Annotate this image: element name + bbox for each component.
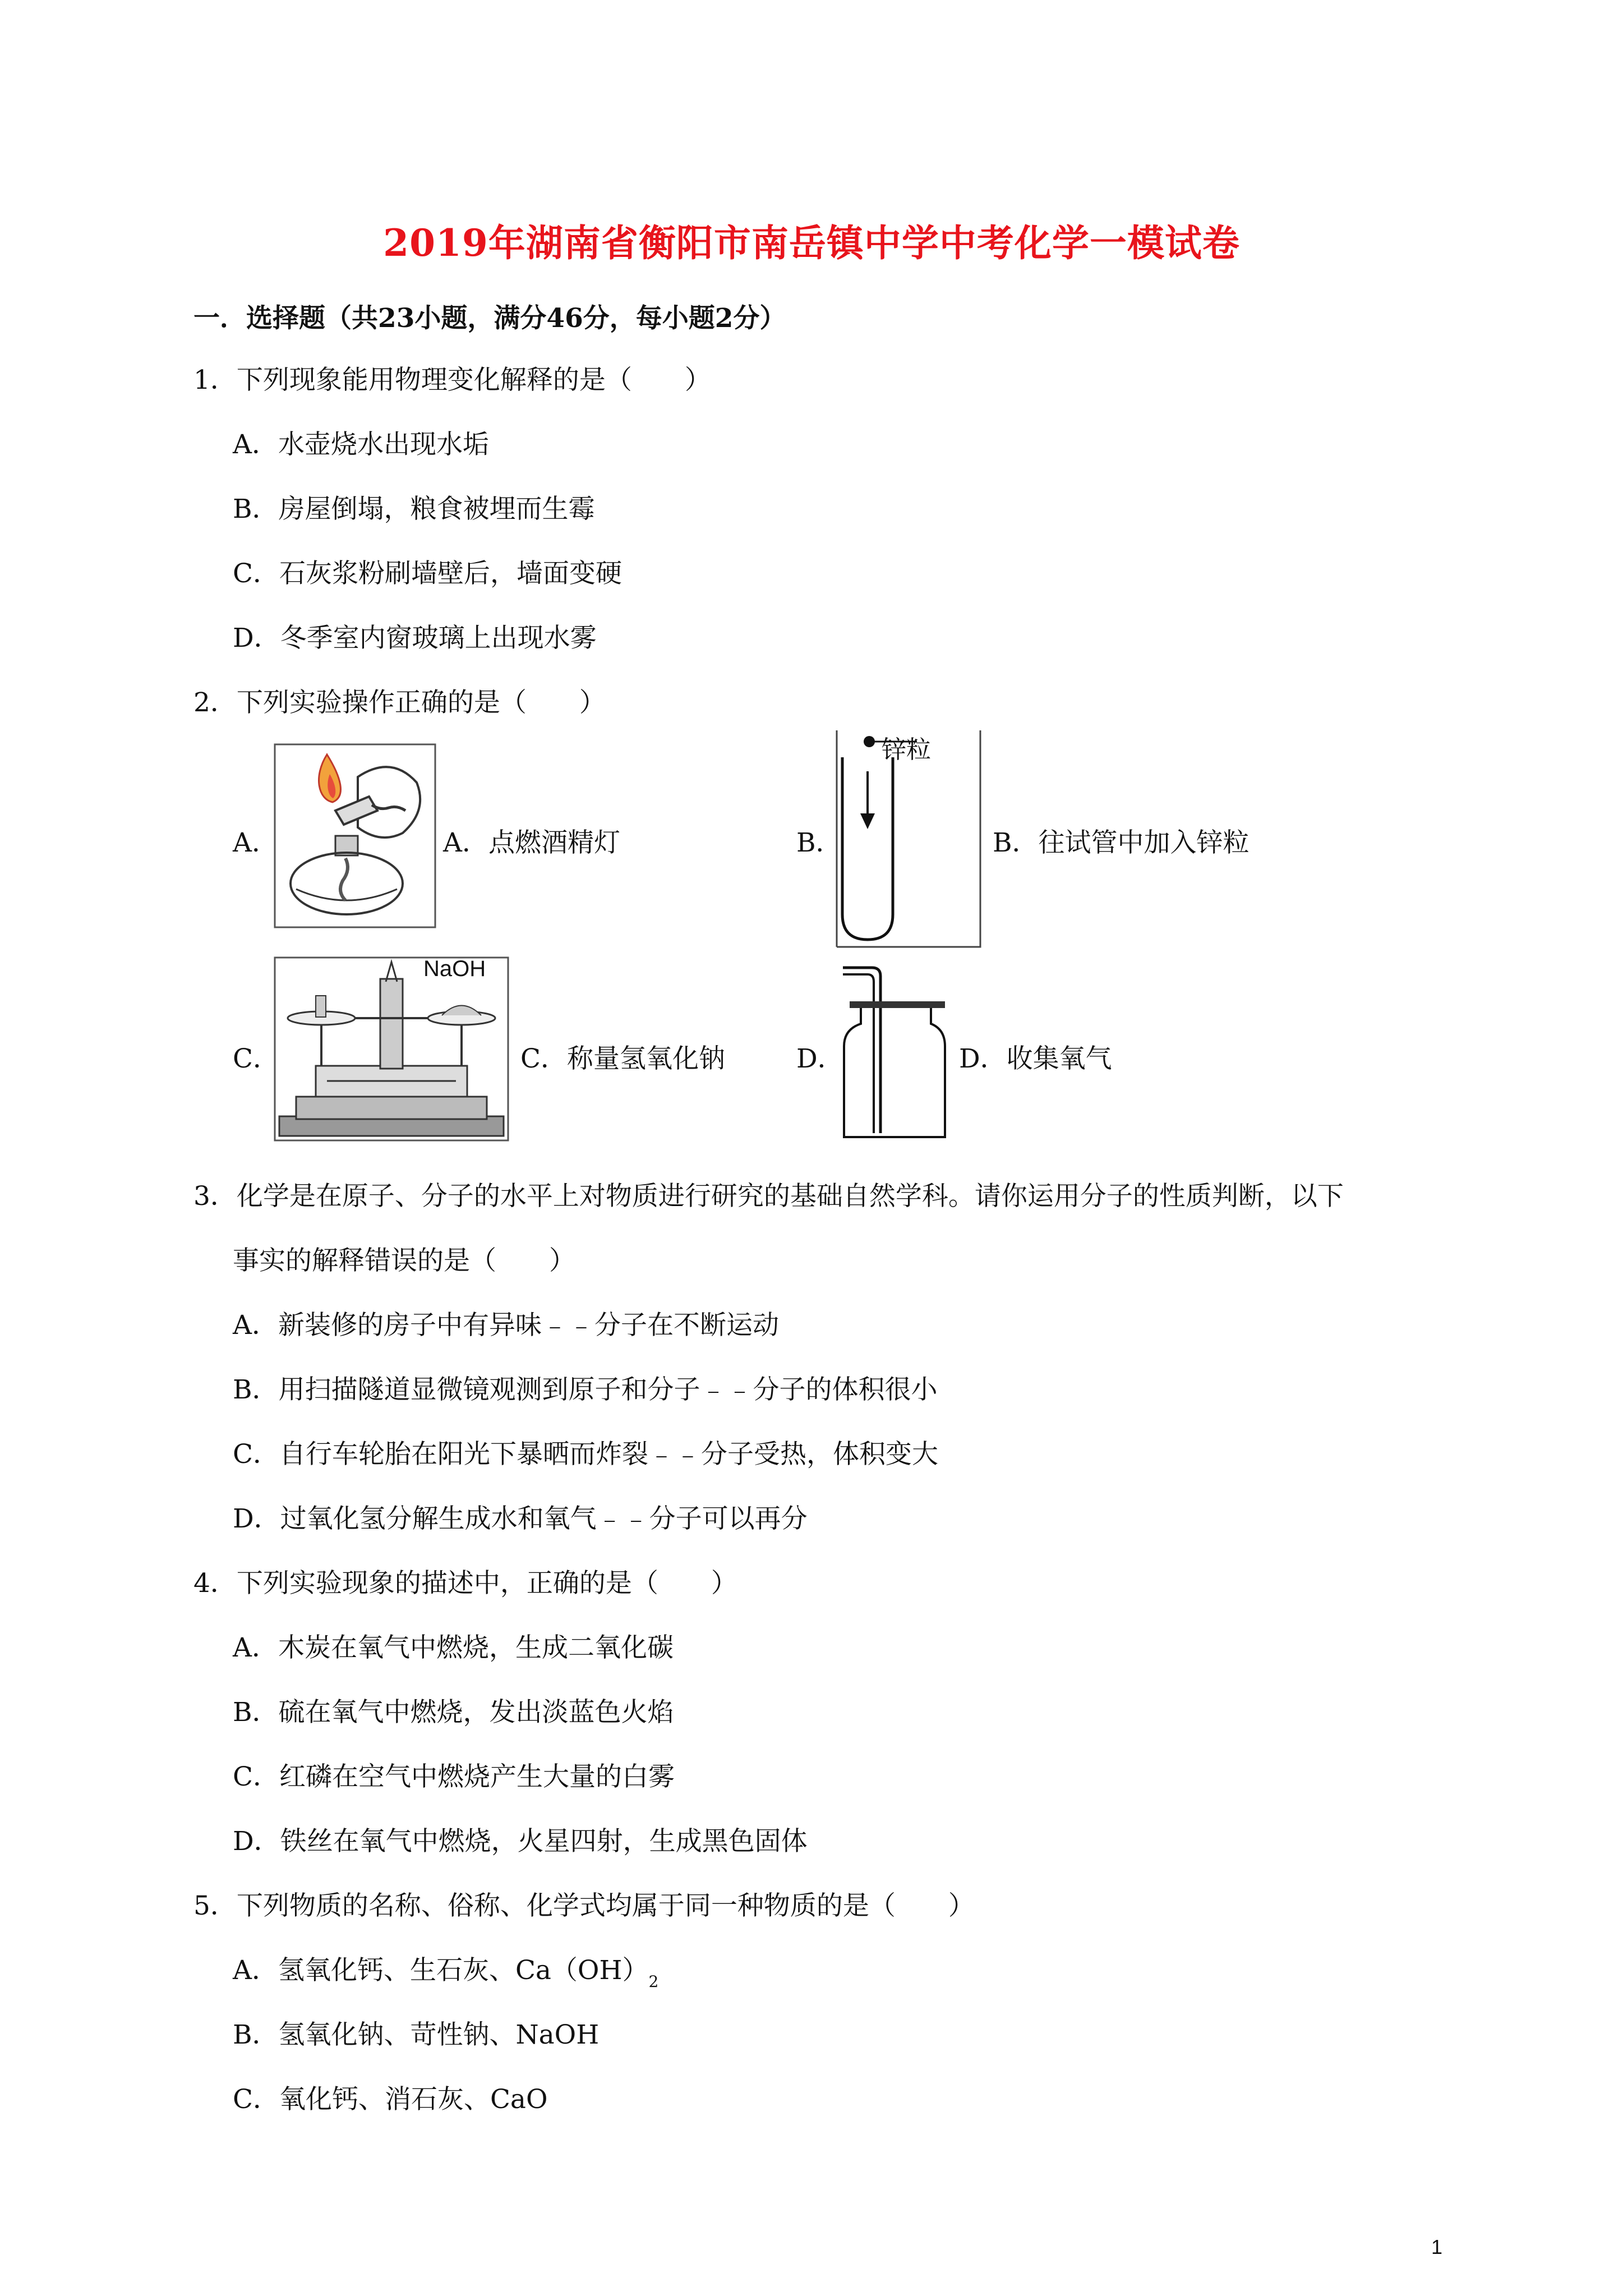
question-3-option-b: B．用扫描隧道显微镜观测到原子和分子﹣﹣分子的体积很小 bbox=[233, 1374, 938, 1405]
question-1-option-a: A．水壶烧水出现水垢 bbox=[233, 429, 489, 460]
question-3-stem-line-1: 3．化学是在原子、分子的水平上对物质进行研究的基础自然学科。请你运用分子的性质判断，以下 bbox=[193, 1181, 1344, 1212]
question-4-option-c: C．红磷在空气中燃烧产生大量的白雾 bbox=[233, 1761, 675, 1792]
question-1-option-b: B．房屋倒塌，粮食被埋而生霉 bbox=[233, 494, 595, 524]
question-4-option-a: A．木炭在氧气中燃烧，生成二氧化碳 bbox=[233, 1632, 674, 1663]
question-2-option-b-letter: B． bbox=[796, 827, 842, 858]
section-heading: 一．选择题（共23小题，满分46分，每小题2分） bbox=[193, 303, 786, 334]
question-5-option-b: B．氢氧化钠、苛性钠、NaOH bbox=[233, 2019, 600, 2050]
alcohol-lamp-lighting-figure bbox=[274, 743, 436, 928]
question-5-option-c: C．氧化钙、消石灰、CaO bbox=[233, 2084, 548, 2115]
question-3-stem-line-2: 事实的解释错误的是（ ） bbox=[233, 1245, 575, 1276]
question-4-option-d: D．铁丝在氧气中燃烧，火星四射，生成黑色固体 bbox=[233, 1826, 808, 1857]
question-2-option-b-caption: B．往试管中加入锌粒 bbox=[993, 827, 1249, 858]
question-2-option-a-caption: A．点燃酒精灯 bbox=[443, 827, 620, 858]
question-2-stem: 2．下列实验操作正确的是（ ） bbox=[193, 687, 606, 718]
question-5-option-a bbox=[233, 1949, 658, 1991]
zinc-label: 锌粒 bbox=[882, 735, 931, 764]
question-2-option-d-caption: D．收集氧气 bbox=[959, 1043, 1112, 1074]
naoh-label: NaOH bbox=[423, 956, 486, 981]
question-3-option-c: C．自行车轮胎在阳光下暴晒而炸裂﹣﹣分子受热，体积变大 bbox=[233, 1439, 938, 1470]
question-3-option-a: A．新装修的房子中有异味﹣﹣分子在不断运动 bbox=[233, 1310, 779, 1341]
question-1-stem: 1．下列现象能用物理变化解释的是（ ） bbox=[193, 365, 711, 395]
question-2-option-c-caption: C．称量氢氧化钠 bbox=[520, 1043, 725, 1074]
question-5-stem: 5．下列物质的名称、俗称、化学式均属于同一种物质的是（ ） bbox=[193, 1890, 975, 1921]
subscript-2: 2 bbox=[648, 1972, 659, 1991]
balance-weighing-figure bbox=[274, 956, 509, 1142]
question-1-option-c: C．石灰浆粉刷墙壁后，墙面变硬 bbox=[233, 558, 622, 589]
question-2-option-c-letter: C． bbox=[233, 1043, 279, 1074]
question-2-option-d-letter: D． bbox=[796, 1043, 844, 1074]
question-2-option-a-letter: A． bbox=[233, 827, 278, 858]
question-4-stem: 4．下列实验现象的描述中，正确的是（ ） bbox=[193, 1568, 737, 1599]
question-4-option-b: B．硫在氧气中燃烧，发出淡蓝色火焰 bbox=[233, 1697, 674, 1728]
gas-collection-bottle-figure bbox=[838, 962, 951, 1142]
question-3-option-d: D．过氧化氢分解生成水和氧气﹣﹣分子可以再分 bbox=[233, 1503, 808, 1534]
page-number: 1 bbox=[1431, 2235, 1442, 2258]
page-title: 2019年湖南省衡阳市南岳镇中学中考化学一模试卷 bbox=[383, 221, 1240, 265]
question-5-option-a-text: A．氢氧化钙、生石灰、Ca（OH） bbox=[233, 1955, 649, 1986]
question-1-option-d: D．冬季室内窗玻璃上出现水雾 bbox=[233, 623, 597, 654]
